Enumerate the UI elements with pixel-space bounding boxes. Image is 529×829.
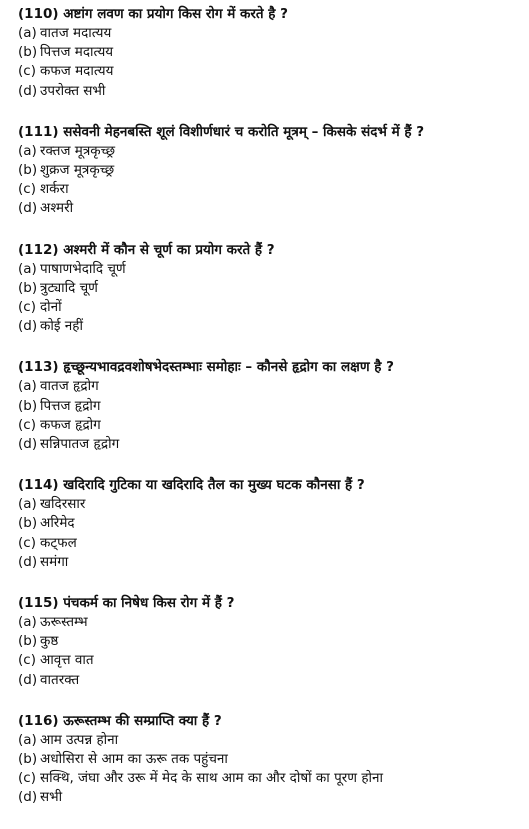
question-number: (114) bbox=[18, 477, 59, 494]
option-letter: (c) bbox=[18, 181, 36, 198]
answer-option bbox=[18, 553, 523, 572]
option-letter: (a) bbox=[18, 496, 37, 513]
answer-option bbox=[18, 62, 523, 81]
option-text: अश्मरी bbox=[40, 200, 74, 217]
question-text: हृच्छून्यभावद्रवशोषभेदस्तम्भाः समोहाः – कौनसे हृद्रोग का लक्षण है ? bbox=[63, 359, 394, 376]
option-text: वातज हृद्रोग bbox=[40, 378, 99, 395]
option-text: शर्करा bbox=[40, 181, 69, 198]
option-text: सभी bbox=[40, 789, 63, 806]
question-line bbox=[18, 240, 523, 260]
answer-option bbox=[18, 397, 523, 416]
option-text: पित्तज हृद्रोग bbox=[40, 397, 101, 414]
question-text: खदिरादि गुटिका या खदिरादि तैल का मुख्य घटक कौनसा हैं ? bbox=[63, 477, 365, 494]
option-letter: (b) bbox=[18, 279, 38, 296]
option-letter: (a) bbox=[18, 731, 37, 748]
question-line bbox=[18, 122, 523, 142]
option-letter: (d) bbox=[18, 671, 38, 688]
question-text: ससेवनी मेहनबस्ति शूलं विशीर्णधारं च करोति मूत्रम् – किसके संदर्भ में हैं ? bbox=[63, 123, 425, 140]
option-letter: (d) bbox=[18, 789, 38, 806]
option-text: त्रुट्यादि चूर्ण bbox=[40, 279, 98, 296]
option-letter: (a) bbox=[18, 260, 37, 277]
option-letter: (d) bbox=[18, 553, 38, 570]
option-letter: (c) bbox=[18, 63, 36, 80]
question-block bbox=[18, 711, 523, 808]
option-text: सक्थि, जंघा और उरू में मेद के साथ आम का और दोषों का पूरण होना bbox=[40, 770, 383, 787]
answer-option bbox=[18, 260, 523, 279]
option-text: दोनों bbox=[40, 299, 62, 316]
option-letter: (b) bbox=[18, 751, 38, 768]
question-number: (110) bbox=[18, 6, 59, 22]
question-number: (112) bbox=[18, 241, 59, 258]
question-number: (111) bbox=[18, 123, 59, 140]
question-number: (115) bbox=[18, 595, 59, 612]
option-text: अरिमेद bbox=[40, 515, 75, 532]
question-line bbox=[18, 475, 523, 495]
option-letter: (c) bbox=[18, 652, 36, 669]
option-text: अधोसिरा से आम का ऊरू तक पहुंचना bbox=[40, 751, 228, 768]
answer-option bbox=[18, 534, 523, 553]
answer-option bbox=[18, 161, 523, 180]
answer-option bbox=[18, 416, 523, 435]
option-text: ऊरूस्तम्भ bbox=[40, 614, 88, 631]
question-block bbox=[18, 4, 523, 101]
question-line bbox=[18, 593, 523, 613]
question-text: ऊरूस्तम्भ की सम्प्राप्ति क्या हैं ? bbox=[63, 712, 222, 729]
option-text: कोई नहीं bbox=[40, 318, 83, 335]
answer-option bbox=[18, 82, 523, 101]
answer-option bbox=[18, 435, 523, 454]
answer-option bbox=[18, 199, 523, 218]
answer-option bbox=[18, 495, 523, 514]
option-text: पित्तज मदात्यय bbox=[40, 44, 114, 61]
question-block bbox=[18, 357, 523, 454]
answer-option bbox=[18, 298, 523, 317]
answer-option bbox=[18, 750, 523, 769]
option-text: वातरक्त bbox=[40, 671, 80, 688]
answer-option bbox=[18, 769, 523, 788]
option-text: समंगा bbox=[40, 553, 69, 570]
option-letter: (c) bbox=[18, 416, 36, 433]
answer-option bbox=[18, 651, 523, 670]
option-letter: (b) bbox=[18, 515, 38, 532]
option-letter: (c) bbox=[18, 299, 36, 316]
option-letter: (a) bbox=[18, 142, 37, 159]
question-number: (113) bbox=[18, 359, 59, 376]
question-block bbox=[18, 240, 523, 337]
option-letter: (b) bbox=[18, 44, 38, 61]
option-text: उपरोक्त सभी bbox=[40, 82, 106, 99]
option-text: कुष्ठ bbox=[40, 633, 59, 650]
answer-option bbox=[18, 731, 523, 750]
option-text: कट्फल bbox=[40, 534, 77, 551]
option-text: आम उत्पन्न होना bbox=[40, 731, 119, 748]
answer-option bbox=[18, 317, 523, 336]
question-line bbox=[18, 4, 523, 24]
option-text: पाषाणभेदादि चूर्ण bbox=[40, 260, 126, 277]
option-text: खदिरसार bbox=[40, 496, 86, 513]
option-letter: (b) bbox=[18, 162, 38, 179]
option-text: रक्तज मूत्रकृच्छ्र bbox=[40, 142, 116, 159]
option-letter: (c) bbox=[18, 770, 36, 787]
answer-option bbox=[18, 180, 523, 199]
answer-option bbox=[18, 24, 523, 43]
option-letter: (a) bbox=[18, 25, 37, 41]
question-block bbox=[18, 593, 523, 690]
answer-option bbox=[18, 671, 523, 690]
option-letter: (a) bbox=[18, 614, 37, 631]
question-line bbox=[18, 357, 523, 377]
question-line bbox=[18, 711, 523, 731]
option-text: कफज मदात्यय bbox=[40, 63, 114, 80]
question-block bbox=[18, 122, 523, 219]
answer-option bbox=[18, 613, 523, 632]
answer-option bbox=[18, 279, 523, 298]
question-number: (116) bbox=[18, 712, 59, 729]
option-letter: (b) bbox=[18, 397, 38, 414]
question-text: पंचकर्म का निषेध किस रोग में हैं ? bbox=[63, 595, 235, 612]
option-letter: (d) bbox=[18, 82, 38, 99]
answer-option bbox=[18, 788, 523, 807]
option-text: सन्निपातज हृद्रोग bbox=[40, 436, 120, 453]
option-text: वातज मदात्यय bbox=[40, 25, 112, 41]
option-text: आवृत्त वात bbox=[40, 652, 94, 669]
question-block bbox=[18, 475, 523, 572]
answer-option bbox=[18, 632, 523, 651]
answer-option bbox=[18, 43, 523, 62]
option-letter: (b) bbox=[18, 633, 38, 650]
answer-option bbox=[18, 142, 523, 161]
option-letter: (a) bbox=[18, 378, 37, 395]
option-text: कफज हृद्रोग bbox=[40, 416, 101, 433]
option-letter: (d) bbox=[18, 318, 38, 335]
answer-option bbox=[18, 377, 523, 396]
option-letter: (c) bbox=[18, 534, 36, 551]
answer-option bbox=[18, 514, 523, 533]
option-letter: (d) bbox=[18, 436, 38, 453]
option-letter: (d) bbox=[18, 200, 38, 217]
question-text: अष्टांग लवण का प्रयोग किस रोग में करते है ? bbox=[63, 6, 288, 22]
question-text: अश्मरी में कौन से चूर्ण का प्रयोग करते हैं ? bbox=[63, 241, 275, 258]
question-sheet bbox=[18, 4, 523, 829]
option-text: शुक्रज मूत्रकृच्छ्र bbox=[40, 162, 115, 179]
